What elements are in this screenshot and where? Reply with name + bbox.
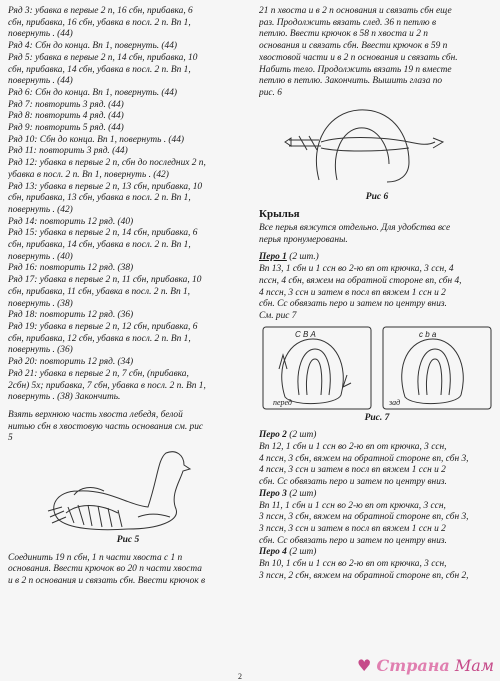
text-line: сбн. Сс обвязать перо и затем по центру вниз. <box>259 535 447 546</box>
text-line: повернуть . (44) <box>8 29 73 40</box>
text-line: Ряд 5: убавка в первые 2 п, 14 сбн, прибавка, 10 <box>8 52 198 63</box>
right-text-block <box>259 6 495 100</box>
text-line: сбн, прибавка, 16 сбн, убавка в посл. 2 п. Вп 1, <box>8 17 191 28</box>
text-line: сбн, прибавка, 12 сбн, убавка в посл. 2 п. Вп 1, <box>8 333 191 344</box>
text-line: повернуть . (44) <box>8 76 73 87</box>
watermark-suffix: Мам <box>454 656 494 675</box>
text-line: 3 пссн, 2 сбн, вяжем на обратной стороне вп, сбн 2, <box>259 570 469 581</box>
stuffing-diagram <box>259 102 495 190</box>
text-line: Ряд 18: повторить 12 ряд. (36) <box>8 310 134 321</box>
intro-paragraph <box>259 223 495 246</box>
text-line: повернуть . (38) Закончить. <box>8 392 121 403</box>
text-line: Ряд 8: повторить 4 ряд. (44) <box>8 111 124 122</box>
text-line: основания. Ввести крючок во 20 п части хвоста <box>8 564 202 575</box>
feather-diagram <box>259 325 495 411</box>
text-line: 3 пссн, 3 сбн, вяжем на обратной стороне вп, сбн 3, <box>259 512 469 523</box>
text-line: 4 пссн, 3 сбн, вяжем на обратной стороне вп, сбн 3, <box>259 453 469 464</box>
text-line: петлю. Ввести крючок в 58 п хвоста и 2 п <box>259 29 428 40</box>
text-line: 4 пссн, 3 ссн и затем в посл вп вяжем 1 ссн и 2 <box>259 287 446 298</box>
text-line: Ряд 19: убавка в первые 2 п, 12 сбн, прибавка, 6 <box>8 321 198 332</box>
pero2-instructions <box>259 442 495 489</box>
text-line: сбн, прибавка, 13 сбн, убавка в посл. 2 п. Вп 1, <box>8 193 191 204</box>
text-line: и в 2 п основания и связать сбн. Ввести крючок в <box>8 576 206 587</box>
text-line: рис. 6 <box>259 87 282 98</box>
text-line: Ряд 7: повторить 3 ряд. (44) <box>8 99 124 110</box>
text-line: 2сбн) 5х; прибавка, 7 сбн, убавка в посл. 2 п. Вп 1, <box>8 380 206 391</box>
pero1-title: Перо 1 <box>259 252 287 263</box>
pero1-count: (2 шт.) <box>286 252 319 263</box>
text-line: перья пронумерованы. <box>259 234 348 245</box>
text-line: Ряд 14: повторить 12 ряд. (40) <box>8 216 134 227</box>
text-line: повернуть . (36) <box>8 345 73 356</box>
text-line: Ряд 13: убавка в первые 2 п, 13 сбн, прибавка, 10 <box>8 181 203 192</box>
text-line: сбн, прибавка, 11 сбн, убавка в посл. 2 п. Вп 1, <box>8 286 191 297</box>
section-heading: Крылья <box>259 208 300 221</box>
text-line: 4 пссн, 3 ссн и затем в посл вп вяжем 1 ссн и 2 <box>259 465 446 476</box>
text-line: Взять верхнюю часть хвоста лебедя, белой <box>8 409 183 420</box>
figure-7-caption: Рис. 7 <box>364 412 390 423</box>
text-line: Ряд 20: повторить 12 ряд. (34) <box>8 357 134 368</box>
text-line: Ряд 10: Сбн до конца. Вп 1, повернуть . (44) <box>8 134 185 145</box>
fig7-letters-left: С В А <box>295 329 316 339</box>
connection-paragraph <box>8 553 248 588</box>
figure-6 <box>259 102 495 204</box>
pero4-instructions <box>259 559 495 582</box>
pero4-title: Перо 4 <box>259 547 287 558</box>
right-column <box>259 6 495 583</box>
text-line: 5 <box>8 433 13 444</box>
text-line: пссн, 4 сбн, вяжем на обратной стороне вп, сбн 4, <box>259 275 462 286</box>
figure-5-caption: Рис 5 <box>116 535 140 546</box>
text-line: убавка в посл. 2 п. Вп 1, повернуть . (42) <box>8 169 169 180</box>
pero2-count: (2 шт) <box>286 430 317 441</box>
text-line: раз. Продолжить вязать след. 36 п петлю в <box>259 17 437 28</box>
left-column <box>8 6 248 588</box>
watermark-logo <box>357 656 494 675</box>
left-text-block <box>8 6 248 404</box>
text-line: Ряд 4: Сбн до конца. Вп 1, повернуть. (44) <box>8 41 178 52</box>
text-line: Ряд 17: убавка в первые 2 п, 11 сбн, прибавка, 10 <box>8 275 202 286</box>
text-line: основания и связать сбн. Ввести крючок в 59 п <box>259 41 448 52</box>
watermark-prefix: Страна <box>376 656 450 675</box>
pero3-title: Перо 3 <box>259 488 287 499</box>
text-line: повернуть . (40) <box>8 251 73 262</box>
text-line: Ряд 6: Сбн до конца. Вп 1, повернуть. (44) <box>8 87 178 98</box>
watermark-heart-icon: ♥ <box>357 656 372 675</box>
text-line: сбн, прибавка, 14 сбн, убавка в посл. 2 п. Вп 1, <box>8 64 191 75</box>
text-line: Вп 11, 1 сбн и 1 ссн во 2-ю вп от крючка, 3 ссн, <box>259 500 446 511</box>
text-line: сбн. Сс обвязать перо и затем по центру вниз. <box>259 299 447 310</box>
text-line: хвостовой части и в 2 п основания и связать сбн. <box>259 52 458 63</box>
text-line: Все перья вяжутся отдельно. Для удобства все <box>259 223 451 234</box>
text-line: 3 пссн, 3 ссн и затем в посл вп вяжем 1 ссн и 2 <box>259 523 446 534</box>
text-line: Вп 13, 1 сбн и 1 ссн во 2-ю вп от крючка, 3 ссн, 4 <box>259 264 454 275</box>
instruction-paragraph <box>8 410 248 445</box>
text-line: нитью сбн в хвостовую часть основания см. рис <box>8 421 204 432</box>
text-line: Соединить 19 п сбн, 1 п части хвоста с 1 п <box>8 552 183 563</box>
text-line: Ряд 9: повторить 5 ряд. (44) <box>8 123 124 134</box>
text-line: 21 п хвоста и в 2 п основания и связать сбн еще <box>259 6 452 16</box>
text-line: Ряд 11: повторить 3 ряд. (44) <box>8 146 128 157</box>
figure-5 <box>8 447 248 547</box>
text-line: Вп 10, 1 сбн и 1 ссн во 2-ю вп от крючка, 3 ссн, <box>259 559 447 570</box>
text-line: повернуть . (42) <box>8 204 73 215</box>
text-line: Ряд 15: убавка в первые 2 п, 14 сбн, прибавка, 6 <box>8 228 198 239</box>
pero3-instructions <box>259 501 495 548</box>
text-line: Ряд 3: убавка в первые 2 п, 16 сбн, прибавка, 6 <box>8 6 193 16</box>
fig7-label-front: перед <box>273 397 292 407</box>
swan-illustration <box>8 447 248 533</box>
pero2-title: Перо 2 <box>259 430 287 441</box>
text-line: сбн. Сс обвязать перо и затем по центру вниз. <box>259 477 447 488</box>
page-number: 2 <box>238 672 242 681</box>
text-line: Ряд 21: убавка в первые 2 п, 7 сбн, (прибавка, <box>8 368 189 379</box>
text-line: Набить тело. Продолжить вязать 19 п вместе <box>259 64 452 75</box>
pero4-count: (2 шт) <box>286 547 317 558</box>
text-line: повернуть . (38) <box>8 298 73 309</box>
text-line: сбн, прибавка, 14 сбн, убавка в посл. 2 п. Вп 1, <box>8 240 191 251</box>
fig7-letters-right: c b a <box>419 329 437 339</box>
text-line: Ряд 12: убавка в первые 2 п, сбн до последних 2 п, <box>8 158 206 169</box>
fig7-label-back: зад <box>389 397 401 407</box>
text-line: Вп 12, 1 сбн и 1 ссн во 2-ю вп от крючка, 3 ссн, <box>259 442 447 453</box>
pero1-instructions <box>259 264 495 323</box>
text-line: петлю в петлю. Закончить. Вышить глаза по <box>259 76 443 87</box>
text-line: См. рис 7 <box>259 310 297 321</box>
text-line: Ряд 16: повторить 12 ряд. (38) <box>8 263 134 274</box>
figure-7 <box>259 325 495 425</box>
pero3-count: (2 шт) <box>286 488 317 499</box>
figure-6-caption: Рис 6 <box>365 191 389 202</box>
